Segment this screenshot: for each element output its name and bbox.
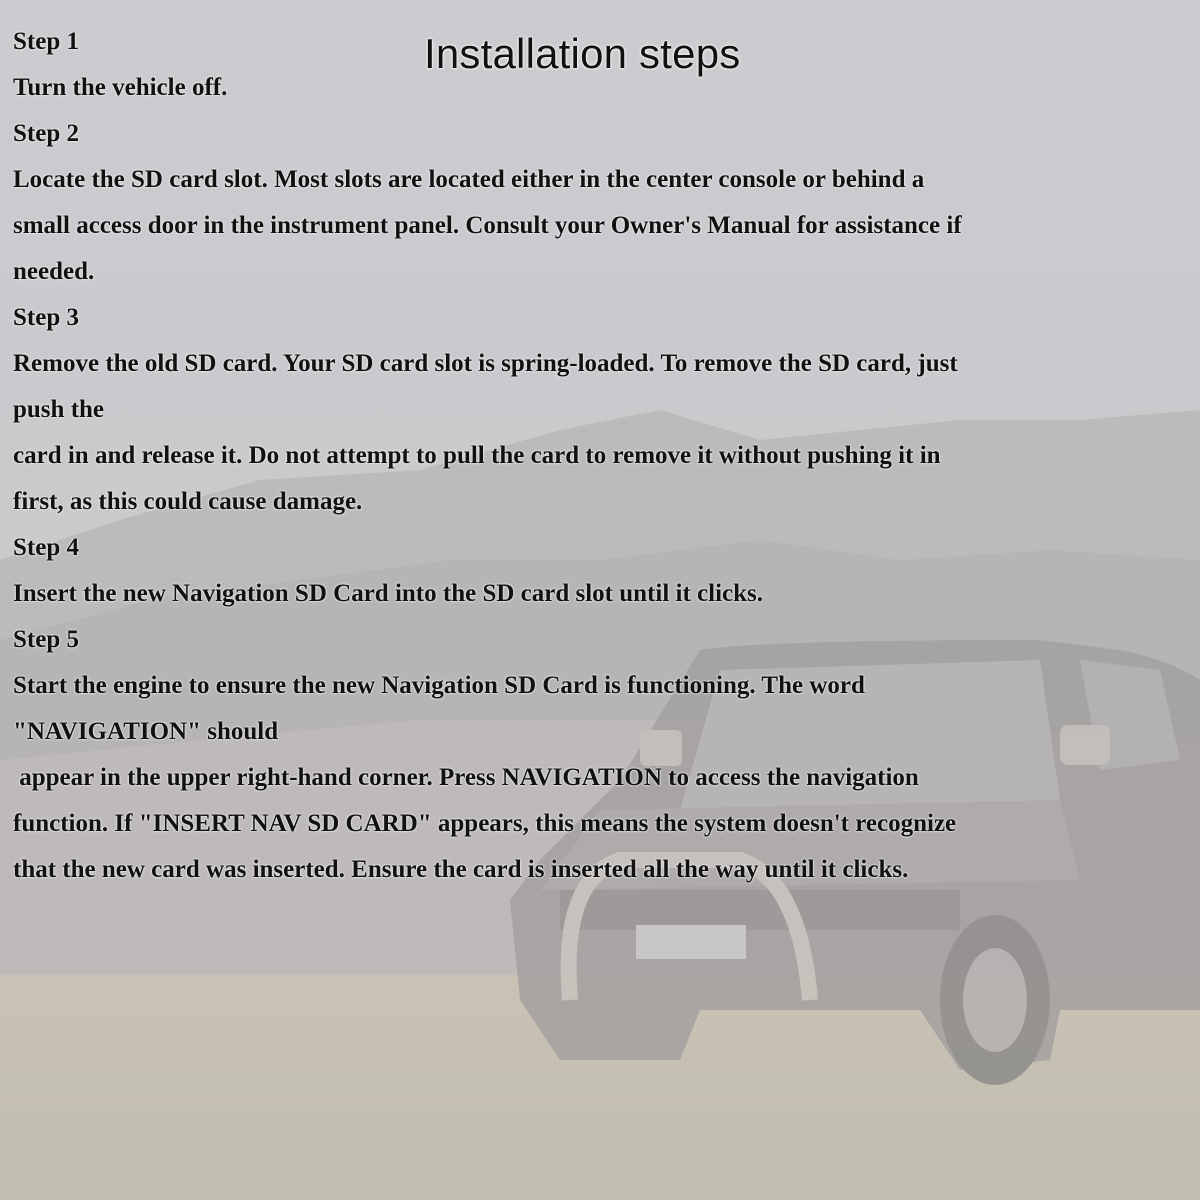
- step-2-text-line-1: Locate the SD card slot. Most slots are located either in the center console or behind a: [13, 166, 925, 193]
- step-1-text: Turn the vehicle off.: [13, 74, 228, 101]
- step-2-text-line-3: needed.: [13, 258, 95, 285]
- step-5-text-line-1: Start the engine to ensure the new Navigation SD Card is functioning. The word: [13, 672, 865, 699]
- step-4-text: Insert the new Navigation SD Card into the SD card slot until it clicks.: [13, 580, 764, 607]
- step-5-text-line-5: that the new card was inserted. Ensure the card is inserted all the way until it clicks.: [13, 856, 909, 883]
- step-3-heading: Step 3: [13, 304, 79, 331]
- step-3-text-line-3: card in and release it. Do not attempt to pull the card to remove it without pushing it in: [13, 442, 941, 469]
- steps-list: [13, 22, 1198, 896]
- step-4-heading: Step 4: [13, 534, 79, 561]
- step-2-heading: Step 2: [13, 120, 79, 147]
- step-5-text-line-4: function. If "INSERT NAV SD CARD" appears, this means the system doesn't recognize: [13, 810, 957, 837]
- step-5-heading: Step 5: [13, 626, 79, 653]
- step-3-text-line-1: Remove the old SD card. Your SD card slot is spring-loaded. To remove the SD card, just: [13, 350, 958, 377]
- step-3-text-line-4: first, as this could cause damage.: [13, 488, 363, 515]
- step-5-text-line-3: appear in the upper right-hand corner. Press NAVIGATION to access the navigation: [13, 764, 919, 791]
- step-1-heading: Step 1: [13, 28, 79, 55]
- page-title: Installation steps: [424, 30, 741, 77]
- step-3-text-line-2: push the: [13, 396, 105, 423]
- step-5-text-line-2: "NAVIGATION" should: [13, 718, 279, 745]
- step-2-text-line-2: small access door in the instrument panel. Consult your Owner's Manual for assistance if: [13, 212, 962, 239]
